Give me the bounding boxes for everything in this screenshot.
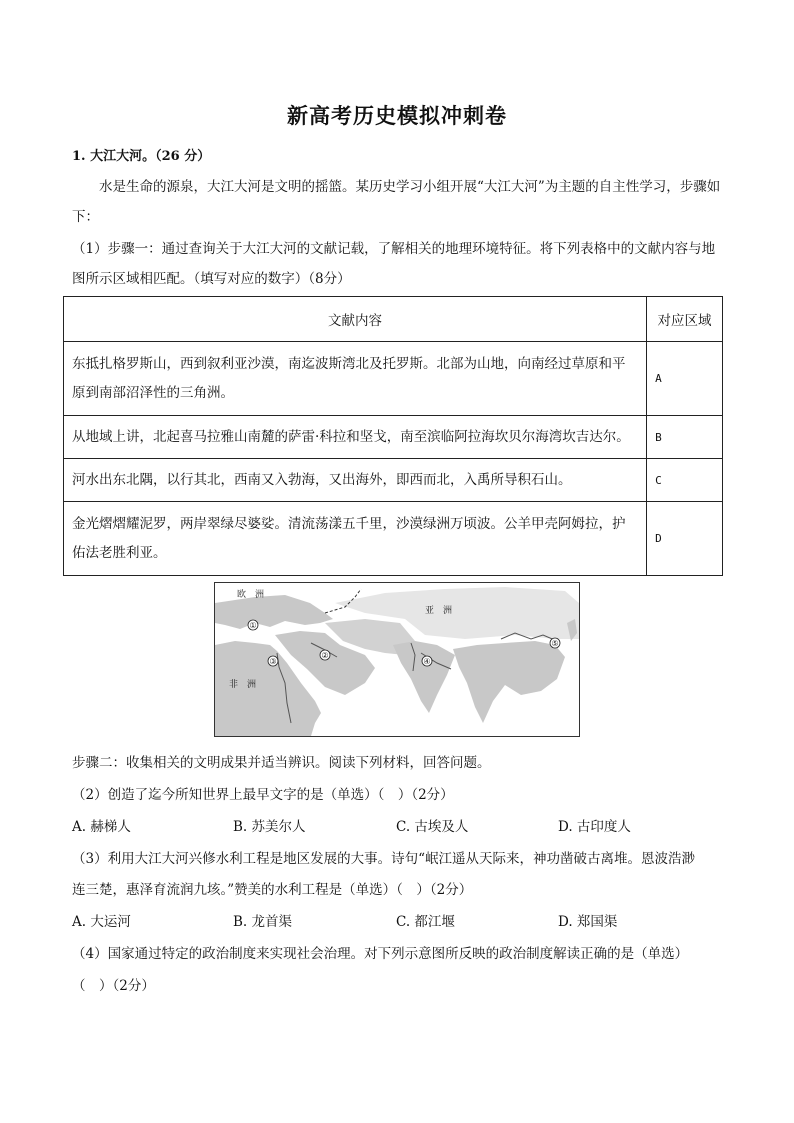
table-header-row (64, 297, 723, 342)
question-2-option-a[interactable]: A. 赫梯人 (72, 819, 131, 835)
table-row (64, 416, 723, 459)
map-marker-5 (550, 638, 560, 648)
table-row (64, 459, 723, 502)
marker-2-label: ② (321, 651, 329, 660)
marker-4-label: ④ (423, 657, 431, 666)
literature-table (63, 296, 723, 576)
table-row (64, 342, 723, 416)
question-1-heading: 1. 大江大河。（26 分） (72, 149, 211, 164)
table-cell-region: C (647, 459, 723, 502)
table-cell-region: A (647, 342, 723, 416)
question-1-intro: 水是生命的源泉，大江大河是文明的摇篮。某历史学习小组开展“大江大河”为主题的自主性学习，步骤如下： (72, 179, 721, 225)
question-3-option-b[interactable]: B. 龙首渠 (233, 914, 293, 930)
table-header-content: 文献内容 (64, 297, 647, 342)
region-map (214, 582, 580, 737)
map-label-europe: 欧 洲 (237, 590, 265, 600)
table-cell-content: 金光熠熠耀泥罗，两岸翠绿尽婆娑。清流荡漾五千里，沙漠绿洲万顷波。公羊甲壳阿姆拉，护佑法老胜利亚。 (64, 502, 647, 576)
step-2-instruction: 步骤二：收集相关的文明成果并适当辨识。阅读下列材料，回答问题。 (72, 755, 491, 771)
question-3-option-d[interactable]: D. 郑国渠 (558, 914, 618, 930)
marker-1-label: ① (249, 621, 257, 630)
table-row (64, 502, 723, 576)
table-cell-region: B (647, 416, 723, 459)
table-cell-region: D (647, 502, 723, 576)
step-1-instruction: （1）步骤一：通过查询关于大江大河的文献记载，了解相关的地理环境特征。将下列表格中的文献内容与地图所示区域相匹配。（填写对应的数字）（8分） (72, 241, 716, 287)
map-label-africa: 非 洲 (229, 680, 257, 690)
table-cell-content: 东抵扎格罗斯山，西到叙利亚沙漠，南迄波斯湾北及托罗斯。北部为山地，向南经过草原和平原到南部沼泽性的三角洲。 (64, 342, 647, 416)
question-2-option-b[interactable]: B. 苏美尔人 (233, 819, 306, 835)
question-3-option-a[interactable]: A. 大运河 (72, 914, 131, 930)
map-marker-2 (320, 650, 330, 660)
table-header-region: 对应区域 (647, 297, 723, 342)
question-2-option-d[interactable]: D. 古印度人 (558, 819, 631, 835)
marker-3-label: ③ (269, 657, 277, 666)
question-4-stem-line1: （4）国家通过特定的政治制度来实现社会治理。对下列示意图所反映的政治制度解读正确的是（单选） (72, 946, 689, 962)
question-4-stem-line2: （ ）（2分） (72, 978, 155, 994)
question-2-stem: （2）创造了迄今所知世界上最早文字的是（单选）（ ）（2分） (72, 787, 454, 803)
table-cell-content: 从地域上讲，北起喜马拉雅山南麓的萨雷·科拉和坚戈，南至滨临阿拉海坎贝尔海湾坎吉达尔。 (64, 416, 647, 459)
map-marker-1 (248, 620, 258, 630)
question-3-option-c[interactable]: C. 都江堰 (396, 914, 455, 930)
table-cell-content: 河水出东北隅，以行其北，西南又入勃海，又出海外，即西而北，入禹所导积石山。 (64, 459, 647, 502)
question-3-stem-line1: （3）利用大江大河兴修水利工程是地区发展的大事。诗句“岷江遥从天际来，神功凿破古离堆。恩波浩渺 (72, 851, 695, 867)
map-marker-3 (268, 656, 278, 666)
map-label-asia: 亚 洲 (425, 606, 453, 616)
question-3-stem-line2: 连三楚，惠泽育流润九垓。”赞美的水利工程是（单选）（ ）（2分） (72, 882, 473, 898)
page-title: 新高考历史模拟冲刺卷 (287, 103, 507, 128)
map-marker-4 (422, 656, 432, 666)
question-2-option-c[interactable]: C. 古埃及人 (396, 819, 469, 835)
marker-5-label: ⑤ (551, 639, 559, 648)
